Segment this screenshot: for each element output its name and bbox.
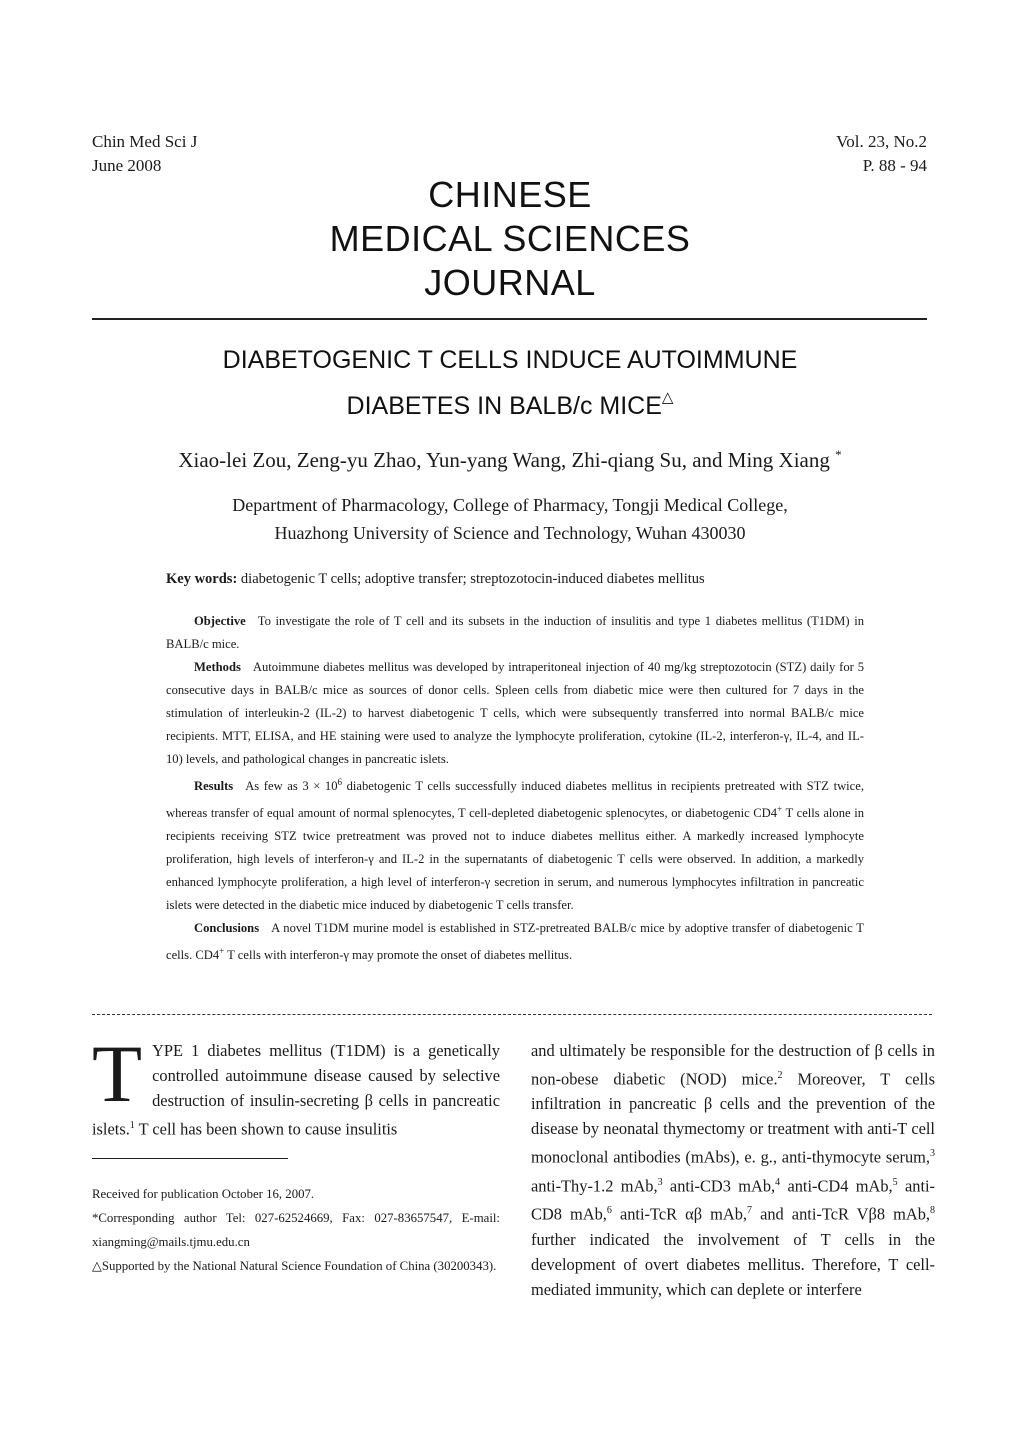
article-title-line1: DIABETOGENIC T CELLS INDUCE AUTOIMMUNE xyxy=(222,346,798,374)
keywords-label: Key words: xyxy=(166,571,238,587)
abstract-objective: Objective To investigate the role of T cell and its subsets in the induction of insulitis and type 1 diabetes mellitus (T1DM) in BALB/c mice. xyxy=(166,614,864,651)
journal-title-line3: JOURNAL xyxy=(424,262,596,303)
title-funding-mark: △ xyxy=(661,389,674,406)
abstract-results: Results As few as $3 \times 10^6$ diabetogenic T cells successfully induced diabetes mellitus in recipients pretreated with STZ twice, whereas transfer of equal amount of normal splenocytes, T cell-depleted diabetogenic splenocytes, or diabetogenic CD4+ T cells alone in recipients receiving STZ twice pretreatment was proved not to induce diabetes mellitus either. A markedly increased lymphocyte proliferation, high levels of interferon-γ and IL-2 in the supernatants of diabetogenic T cells were observed. In addition, a markedly enhanced lymphocyte proliferation, a high level of interferon-γ secretion in serum, and numerous lymphocytes infiltration in pancreatic islets were detected in the diabetic mice induced by diabetogenic T cells transfer. xyxy=(166,777,865,913)
abstract-methods: Methods Autoimmune diabetes mellitus was developed by intraperitoneal injection of 40 mg/kg streptozotocin (STZ) daily for 5 consecutive days in BALB/c mice as sources of donor cells. Spleen cells from diabetic mice were then cultured for 7 days in the stimulation of interleukin-2 (IL-2) to harvest diabetogenic T cells, which were subsequently transferred into normal BALB/c mice recipients. MTT, ELISA, and HE staining were used to analyze the lymphocyte proliferation, cytokine (IL-2, interferon-γ, IL-4, and IL-10) levels, and pathological changes in pancreatic islets. xyxy=(166,660,864,766)
received-note: Received for publication October 16, 2007. xyxy=(92,1187,315,1201)
abstract-divider xyxy=(92,1014,932,1015)
keywords xyxy=(166,568,705,590)
issue-date: June 2008 xyxy=(92,156,162,175)
corresponding-note: *Corresponding author Tel: 027-62524669, Fax: 027-83657547, E-mail: xiangming@mails.tjmu.edu.cn xyxy=(92,1211,500,1249)
page-range: P. 88 - 94 xyxy=(862,156,927,175)
body-right-column: and ultimately be responsible for the destruction of β cells in non-obese diabetic (NOD) mice.$^2$ Moreover, T cells infiltration in pancreatic β cells and the prevention of the disease by neonatal thymectomy or treatment with anti-T cell monoclonal antibodies (mAbs), e. g., anti-thymocyte serum,$^3$ anti-Thy-1.2 mAb,$^3$ anti-CD3 mAb,$^4$ anti-CD4 mAb,$^5$ anti-CD8 mAb,$^6$ anti-TcR αβ mAb,$^7$ and anti-TcR Vβ8 mAb,$^8$ further indicated the involvement of T cells in the development of overt diabetes mellitus. Therefore, T cell-mediated immunity, which can deplete or interfere xyxy=(531,1041,936,1299)
footnote-rule xyxy=(92,1158,288,1159)
article-title-line2: DIABETES IN BALB/c MICE△ xyxy=(346,389,674,420)
abstract-conclusions: Conclusions A novel T1DM murine model is established in STZ-pretreated BALB/c mice by adoptive transfer of diabetogenic T cells. CD4+ T cells with interferon-γ may promote the onset of diabetes mellitus. xyxy=(166,921,864,963)
affiliation-line2: Huazhong University of Science and Technology, Wuhan 430030 xyxy=(274,523,746,543)
affiliation-line1: Department of Pharmacology, College of Pharmacy, Tongji Medical College, xyxy=(232,495,788,515)
journal-title-line1: CHINESE xyxy=(428,174,592,215)
keywords-text: diabetogenic T cells; adoptive transfer; streptozotocin-induced diabetes mellitus xyxy=(240,571,705,587)
abstract xyxy=(166,610,864,968)
body-left-column: TYPE 1 diabetes mellitus (T1DM) is a genetically controlled autoimmune disease caused by selective destruction of insulin-secreting β cells in pancreatic islets.$^1$ T cell has been shown to cause insulitis xyxy=(92,1028,500,1139)
volume-issue: Vol. 23, No.2 xyxy=(836,132,927,151)
funding-note: △Supported by the National Natural Science Foundation of China (30200343). xyxy=(92,1259,497,1273)
journal-title-line2: MEDICAL SCIENCES xyxy=(329,218,691,259)
drop-cap: T xyxy=(92,1028,143,1119)
header-rule xyxy=(92,318,927,320)
footnotes xyxy=(92,1182,500,1278)
corresponding-mark: * xyxy=(835,447,842,462)
author-list: Xiao-lei Zou, Zeng-yu Zhao, Yun-yang Wang, Zhi-qiang Su, and Ming Xiang * xyxy=(178,447,842,472)
ref-1: 1 xyxy=(129,1120,135,1131)
journal-abbrev: Chin Med Sci J xyxy=(92,132,198,151)
